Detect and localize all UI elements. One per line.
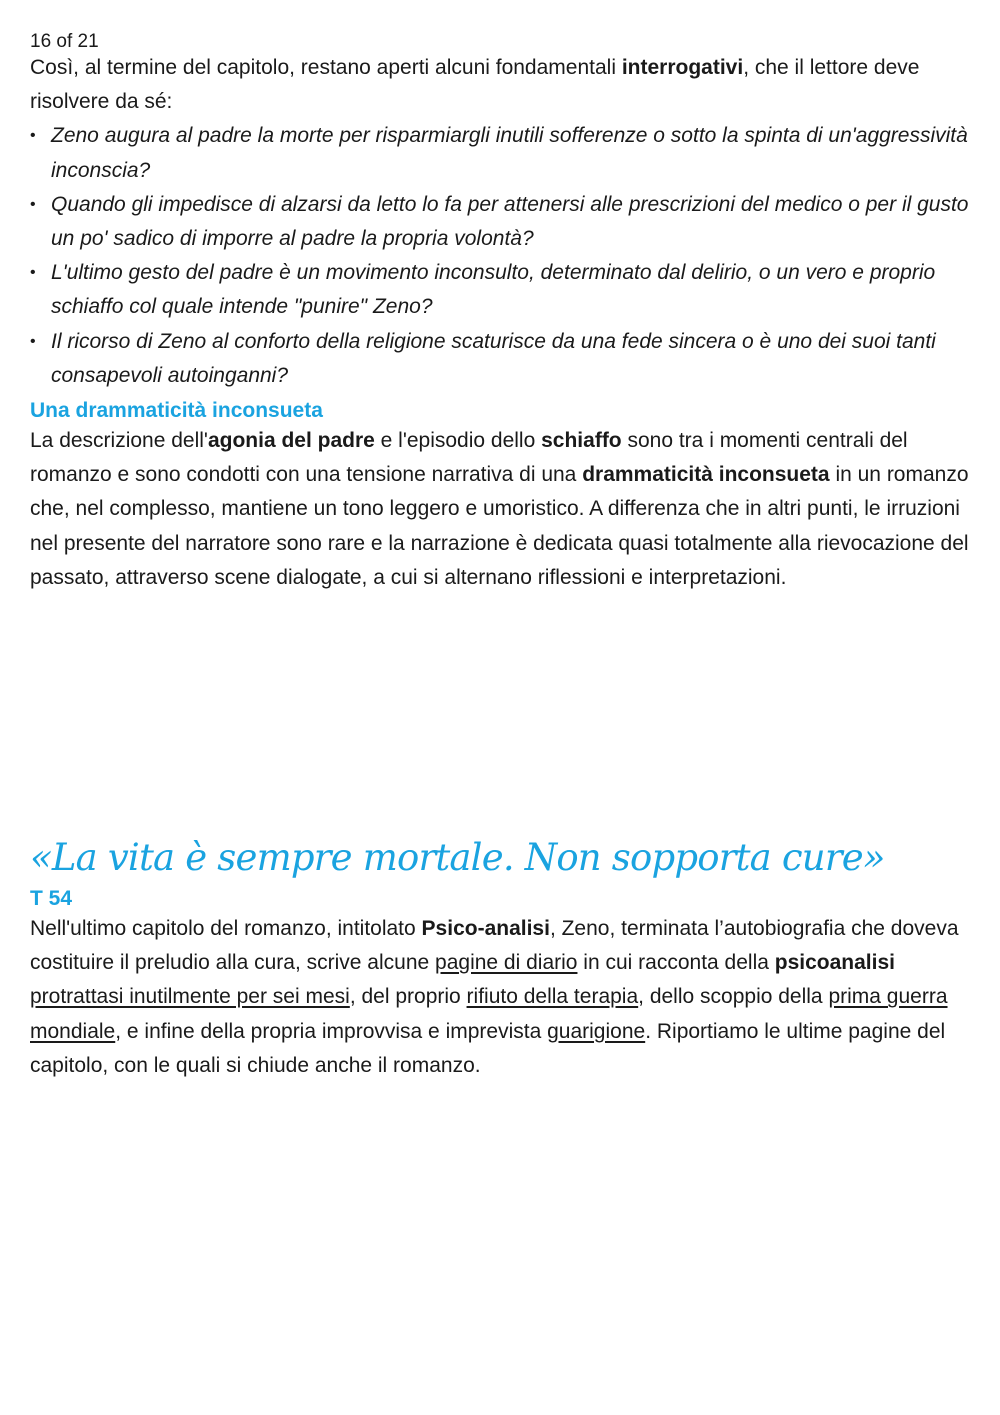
underlined-term: protrattasi inutilmente per sei mesi [30,985,350,1009]
t54-section [30,886,975,1083]
bold-term: schiaffo [541,429,622,452]
body-text: , dello scoppio della [638,985,829,1009]
drammaticita-paragraph [30,424,975,595]
intro-text-end: , che il lettore deve risolvere da sé: [30,56,920,114]
page-counter: 16 of 21 [30,31,99,52]
intro-paragraph [30,51,975,119]
body-text: sono tra i momenti centrali del romanzo e sono condotti con una tensione narrativa di una [30,429,908,487]
underlined-term: guarigione [547,1019,646,1043]
bullet-icon: • [30,195,36,213]
bullet-icon: • [30,332,36,350]
text-code: T 54 [30,887,73,910]
section-heading: Una drammaticità inconsueta [30,399,323,422]
body-text: , e infine della propria improvvisa e imprevista [115,1019,548,1043]
bold-term: Psico-analisi [421,917,550,940]
bullet-icon: • [30,264,36,282]
list-item [30,119,975,187]
list-item [30,325,975,393]
bold-term: psicoanalisi [774,951,895,975]
drammaticita-section [30,398,975,595]
chapter-title: «La vita è sempre mortale. Non sopporta cure» [30,836,885,879]
body-text: . Riportiamo le ultime pagine del capitolo, con le quali si chiude anche il romanzo. [30,1019,946,1077]
t54-paragraph [30,912,975,1083]
body-text: in un romanzo che, nel complesso, mantiene un tono leggero e umoristico. A differenza che in altri punti, le irruzioni nel presente del narratore sono rare e la narrazione è dedicata quasi totalmente alla rievocazione del passato, attraverso scene dialogate, a cui si alternano riflessioni e interpretazioni. [30,463,969,589]
body-text: Nell'ultimo capitolo del romanzo, intitolato [30,917,422,940]
intro-text: Così, al termine del capitolo, restano aperti alcuni fondamentali [30,56,622,79]
body-text: in cui racconta della [577,951,775,975]
question-text: Zeno augura al padre la morte per risparmiargli inutili sofferenze o sotto la spinta di un'aggressività inconscia? [51,124,968,182]
body-text: La descrizione dell' [30,429,208,452]
list-item [30,256,975,324]
question-list [30,119,975,393]
intro-bold-term: interrogativi [621,56,744,79]
body-text: , Zeno, terminata l’autobiografia che doveva costituire il preludio alla cura, scrive alcune [30,917,959,975]
underlined-term: pagine di diario [435,951,578,975]
bold-term: drammaticità inconsueta [582,463,830,487]
list-item [30,188,975,256]
question-text: Il ricorso di Zeno al conforto della religione scaturisce da una fede sincera o è uno dei suoi tanti consapevoli autoinganni? [51,329,936,387]
body-text: , del proprio [349,985,467,1009]
underlined-term: rifiuto della terapia [466,985,639,1009]
bullet-icon: • [30,127,36,145]
question-text: Quando gli impedisce di alzarsi da letto lo fa per attenersi alle prescrizioni del medico o per il gusto un po' sadico di imporre al padre la propria volontà? [51,192,969,251]
underlined-term: prima guerra mondiale [30,985,948,1043]
body-text: e l'episodio dello [374,429,542,452]
bold-term: agonia del padre [207,429,375,452]
question-text: L'ultimo gesto del padre è un movimento inconsulto, determinato dal delirio, o un vero e proprio schiaffo col quale intende "punire" Zeno? [51,261,936,319]
interrogativi-section [30,51,975,393]
